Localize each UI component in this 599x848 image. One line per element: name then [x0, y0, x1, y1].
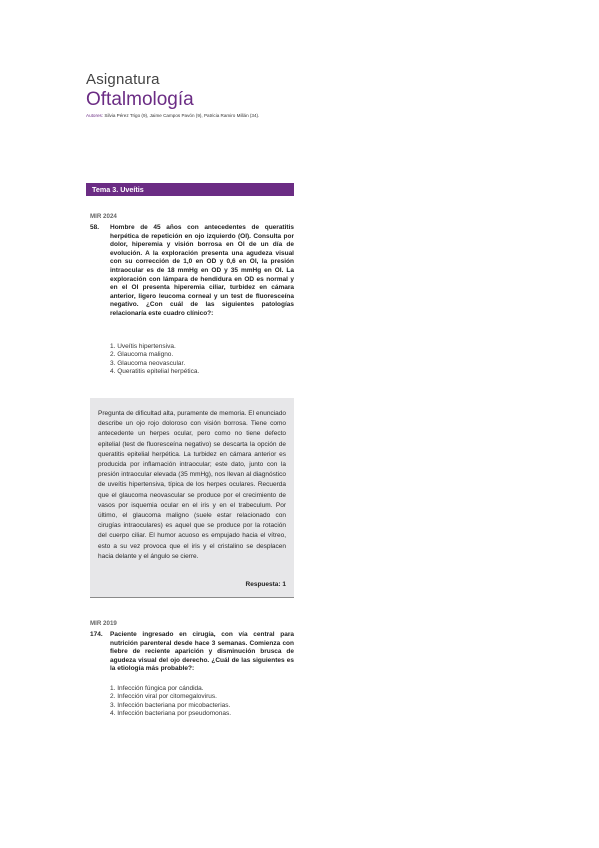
- explanation-text: Pregunta de dificultad alta, puramente de memoria. El enunciado describe un ojo rojo doloroso con visión borrosa. Tiene como antecedente un herpes ocular, pero como no tiene defecto epitelial (test de fluoresceína negativo) se descarta la opción de queratitis epitelial herpética. La turbidez en cámara anterior es producida por inflamación intraocular; este dato, junto con la presión intraocular elevada (35 mmHg), nos llevan al diagnóstico de uveítis hipertensiva, típica de los herpes oculares. Recuerda que el glaucoma neovascular se produce por el crecimiento de vasos por isquemia ocular en el iris y en el trabeculum. Por último, el glaucoma maligno (suele estar relacionado con cirugías intraoculares) es aquel que se produce por la rotación del cuerpo ciliar. El humor acuoso es empujado hacia el vítreo, esto a su vez provoca que el iris y el cristalino se desplacen hacia delante y el ángulo se cierre.: [98, 410, 286, 560]
- explanation-box: [90, 398, 294, 598]
- question-number: 58.: [90, 224, 100, 231]
- option-2: 2. Glaucoma maligno.: [110, 351, 174, 359]
- topic-banner: Tema 3. Uveítis: [86, 183, 294, 196]
- answer-options: [110, 343, 199, 377]
- exam-label: MIR 2024: [90, 213, 117, 220]
- option-4: 4. Queratitis epitelial herpética.: [110, 368, 200, 376]
- option-1: 1. Infección fúngica por cándida.: [110, 685, 204, 692]
- answer-options: [110, 685, 231, 719]
- exam-label: MIR 2019: [90, 620, 117, 627]
- question-stem: Paciente ingresado en cirugía, con vía central para nutrición parenteral desde hace 3 semanas. Comienza con fiebre de reciente aparición y disminución brusca de agudeza visual del ojo derecho. ¿Cuál de las siguientes es la etiología más probable?:: [110, 631, 294, 673]
- question-58: [90, 224, 294, 319]
- option-1: 1. Uveítis hipertensiva.: [110, 343, 176, 350]
- option-3: 3. Infección bacteriana por micobacterias.: [110, 701, 231, 709]
- subject-title: Oftalmología: [86, 89, 194, 110]
- question-number: 174.: [90, 631, 103, 638]
- option-3: 3. Glaucoma neovascular.: [110, 359, 186, 367]
- answer-label: Respuesta: 1: [245, 581, 286, 588]
- authors-line: [86, 113, 259, 118]
- page-header: [86, 71, 259, 118]
- question-174: [90, 631, 294, 674]
- authors-names: Silvia Pérez Trigo (9), Jaime Campos Pavón (9), Patricia Ramiro Millán (34).: [104, 113, 260, 118]
- question-stem: Hombre de 45 años con antecedentes de queratitis herpética de repetición en ojo izquierdo (OI). Consulta por dolor, hiperemia y visión borrosa en OI de un día de evolución. A la exploración presenta una agudeza visual con su corrección de 1,0 en OD y 0,6 en OI, la presión intraocular es de 18 mmHg en OD y 35 mmHg en OI. La exploración con lámpara de hendidura en OD es normal y en el OI presenta hiperemia ciliar, turbidez en cámara anterior, ligero leucoma corneal y un test de fluoresceína negativo. ¿Con cuál de las siguientes patologías relacionaría este cuadro clínico?:: [110, 224, 294, 317]
- authors-label: Autores:: [86, 113, 104, 118]
- section-label: Asignatura: [86, 71, 160, 88]
- option-2: 2. Infección viral por citomegalovirus.: [110, 693, 217, 701]
- option-4: 4. Infección bacteriana por pseudomonas.: [110, 710, 232, 718]
